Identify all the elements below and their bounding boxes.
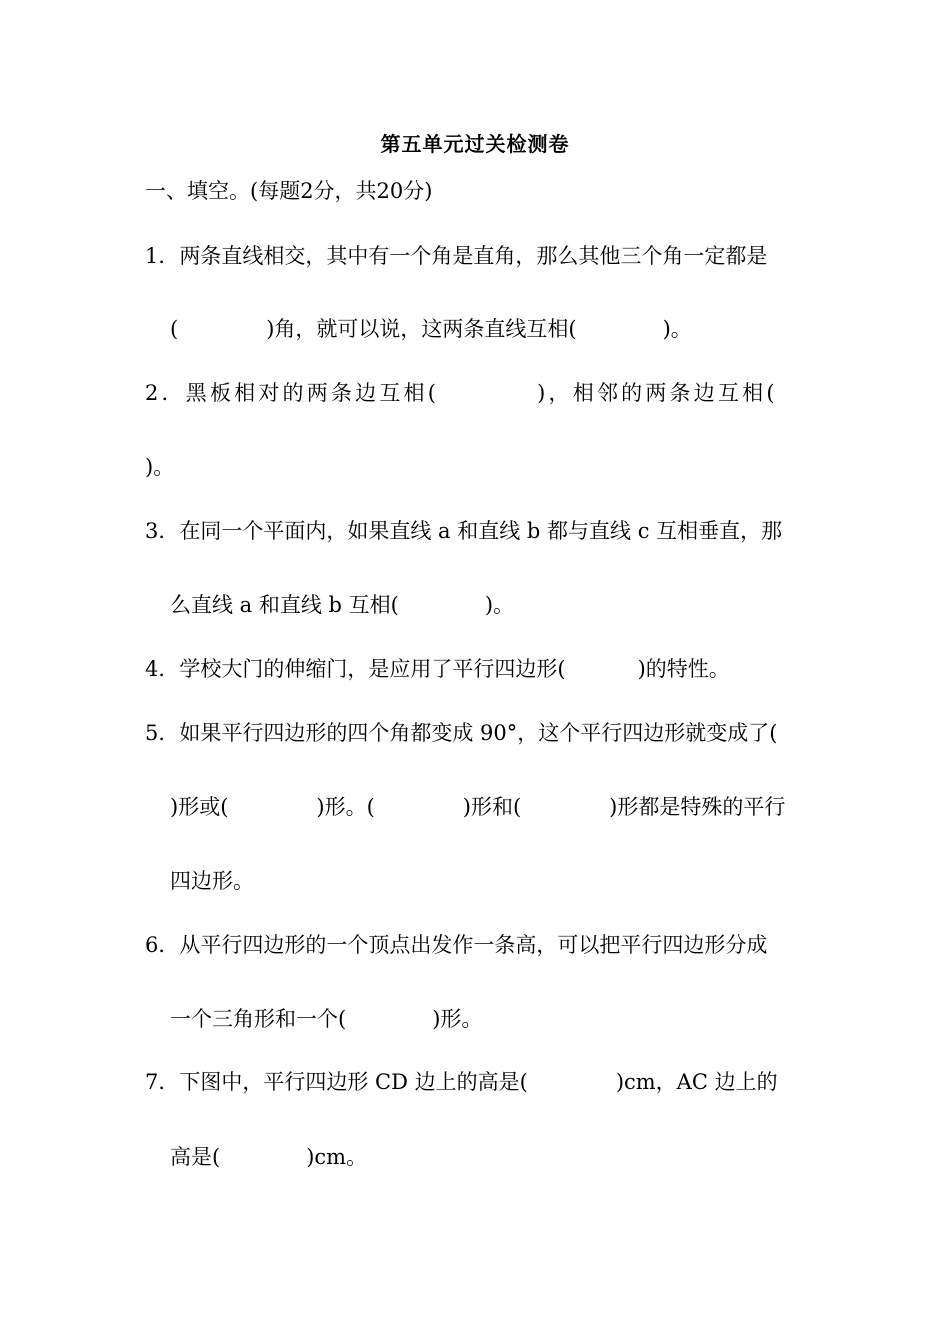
q3-text-b: )。 [484,593,515,617]
question-3-line-1: 3．在同一个平面内，如果直线 a 和直线 b 都与直线 c 互相垂直，那 [145,519,783,543]
question-2-line-1 [145,378,778,408]
q2-text-a: 2．黑板相对的两条边互相( [145,381,440,405]
question-3-line-2 [170,590,514,620]
q7-text-a: 7．下图中，平行四边形 CD 边上的高是( [145,1070,528,1094]
q1-text-a: ( [170,317,179,341]
q5-text-c: )形和( [462,795,522,819]
question-4-line-1 [145,654,730,684]
q6-text-a: 一个三角形和一个( [170,1007,347,1031]
q2-text-b: )，相邻的两条边互相( [537,381,778,405]
question-7-line-1 [145,1067,778,1097]
page-title: 第五单元过关检测卷 [380,132,570,156]
question-6-line-2 [170,1004,482,1034]
question-5-line-3: 四边形。 [170,869,254,893]
q4-text-b: )的特性。 [637,657,730,681]
question-5-line-2 [170,792,785,822]
question-1-line-1: 1．两条直线相交，其中有一个角是直角，那么其他三个角一定都是 [145,244,768,268]
question-2-line-2: )。 [145,455,175,479]
q1-text-c: )。 [662,317,692,341]
question-6-line-1: 6．从平行四边形的一个顶点出发作一条高，可以把平行四边形分成 [145,933,768,957]
q1-text-b: )角，就可以说，这两条直线互相( [266,317,577,341]
q5-text-a: )形或( [170,795,229,819]
section-heading: 一、填空。(每题2分，共20分) [145,179,433,203]
q4-text-a: 4．学校大门的伸缩门，是应用了平行四边形( [145,657,566,681]
q6-text-b: )形。 [432,1007,483,1031]
q5-text-d: )形都是特殊的平行 [609,795,786,819]
q7-text-b: )cm，AC 边上的 [615,1070,778,1094]
q7-text-c: 高是( [170,1145,221,1169]
question-1-line-2 [170,314,692,344]
q3-text-a: 么直线 a 和直线 b 互相( [170,593,399,617]
question-5-line-1: 5．如果平行四边形的四个角都变成 90°，这个平行四边形就变成了( [145,721,778,745]
q7-text-d: )cm。 [306,1145,368,1169]
question-7-line-2 [170,1142,367,1172]
q5-text-b: )形。( [316,795,375,819]
